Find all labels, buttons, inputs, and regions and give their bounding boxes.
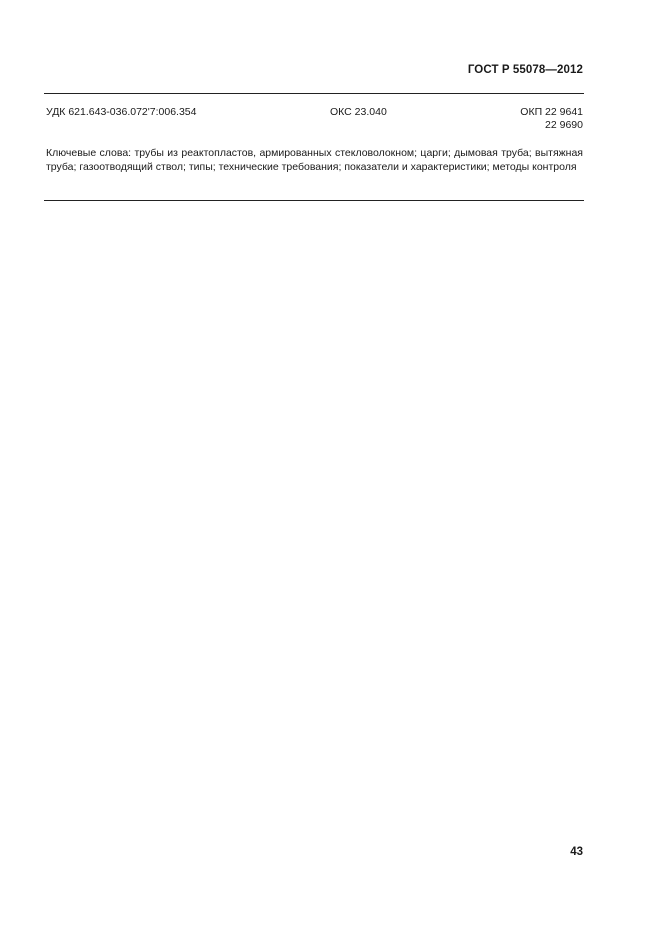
okp-code-line2: 22 9690: [545, 119, 583, 131]
page-number: 43: [570, 846, 583, 858]
bottom-divider: [44, 200, 584, 201]
udk-code: УДК 621.643-036.072'7:006.354: [46, 106, 197, 118]
oks-code: ОКС 23.040: [330, 106, 387, 118]
top-divider: [44, 93, 584, 94]
keywords-paragraph: Ключевые слова: трубы из реактопластов, армированных стекловолокном; царги; дымовая труба; вытяжная труба; газоотводящий ствол; типы; технические требования; показатели и характеристики; методы контроля: [46, 147, 583, 173]
okp-codes: [520, 106, 583, 132]
okp-code-line1: ОКП 22 9641: [520, 106, 583, 118]
standard-code-header: ГОСТ Р 55078—2012: [467, 64, 583, 76]
